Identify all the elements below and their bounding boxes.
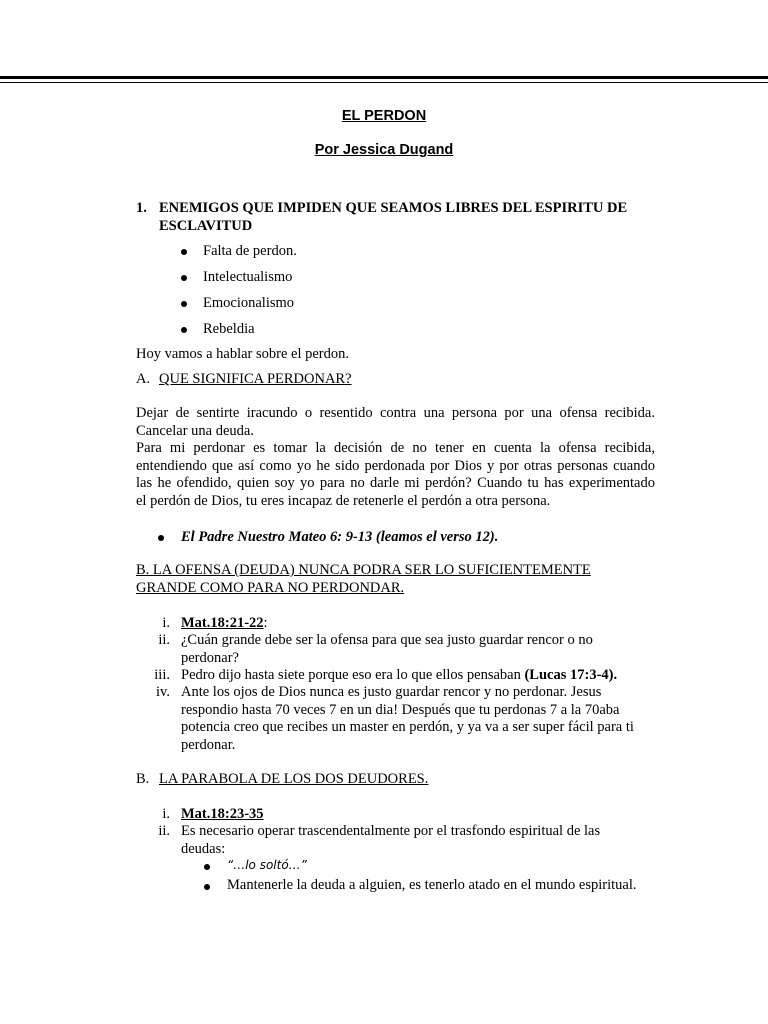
section1-number: 1.: [136, 200, 147, 216]
bullet-icon: [181, 301, 187, 307]
colon: :: [263, 615, 268, 631]
para-line: Dejar de sentirte iracundo o resentido contra una persona por una ofensa recibida.: [136, 405, 655, 421]
para-line: las he ofendido, quien soy yo para no darle mi perdón? Cuando tu has experimentado: [136, 475, 655, 491]
bullet-icon: [158, 535, 164, 541]
scripture-reference: Mat.18:23-35: [181, 806, 264, 822]
item-line: perdonar.: [181, 736, 236, 753]
item-line: respondio hasta 70 veces 7 en un dia! Después que tu perdonas 7 a la 70aba: [181, 701, 620, 718]
list-item: [181, 684, 661, 754]
list-item: Falta de perdon.: [203, 243, 297, 259]
bullet-icon: [204, 864, 210, 870]
list-item: Mantenerle la deuda a alguien, es tenerlo atado en el mundo espiritual.: [227, 877, 637, 893]
scripture-reference: Mat.18:21-22: [181, 615, 264, 631]
sectionB2-letter: B.: [136, 771, 150, 787]
roman-numeral: i.: [162, 615, 170, 631]
roman-numeral: ii.: [158, 823, 170, 839]
list-item: [181, 823, 661, 858]
roman-numeral: ii.: [158, 632, 170, 648]
roman-numeral: iii.: [154, 667, 170, 683]
sectionB-heading-line2: GRANDE COMO PARA NO PERDONDAR.: [136, 579, 405, 596]
scripture-reference: El Padre Nuestro Mateo 6: 9-13 (leamos el verso 12).: [181, 529, 499, 545]
item-line: deudas:: [181, 840, 226, 857]
bullet-icon: [181, 249, 187, 255]
item-line: potencia creo que recibes un master en perdón, y ya va a ser super fácil para ti: [181, 719, 634, 735]
sectionB-heading-line1: B. LA OFENSA (DEUDA) NUNCA PODRA SER LO SUFICIENTEMENTE: [136, 562, 591, 578]
item-line: Ante los ojos de Dios nunca es justo guardar rencor y no perdonar. Jesus: [181, 684, 602, 700]
roman-numeral: i.: [162, 806, 170, 822]
intro-text: Hoy vamos a hablar sobre el perdon.: [136, 346, 350, 362]
section1-heading-line1: ENEMIGOS QUE IMPIDEN QUE SEAMOS LIBRES DEL ESPIRITU DE: [159, 200, 628, 216]
para-line: el perdón de Dios, tu eres incapaz de retenerle el perdón a otra persona.: [136, 492, 551, 509]
top-rule-thin: [0, 82, 768, 83]
sectionA-heading: QUE SIGNIFICA PERDONAR?: [159, 371, 352, 387]
bullet-icon: [181, 327, 187, 333]
sectionA-letter: A.: [136, 371, 151, 387]
para-line: entendiendo que así como yo he sido perdonada por Dios y por otras personas cuando: [136, 457, 655, 474]
roman-numeral: iv.: [156, 684, 170, 700]
document-author: Por Jessica Dugand: [314, 142, 454, 158]
item-text: Pedro dijo hasta siete porque eso era lo que ellos pensaban: [181, 667, 525, 683]
section1-heading: [159, 200, 659, 235]
sectionB2-heading: LA PARABOLA DE LOS DOS DEUDORES.: [159, 771, 429, 787]
list-item: [181, 667, 617, 684]
list-item: Emocionalismo: [203, 295, 295, 311]
para-line: Cancelar una deuda.: [136, 422, 254, 439]
bullet-icon: [181, 275, 187, 281]
list-item: [181, 632, 661, 667]
section1-heading-line2: ESCLAVITUD: [159, 217, 253, 234]
item-line: ¿Cuán grande debe ser la ofensa para que sea justo guardar rencor o no: [181, 632, 593, 648]
bullet-icon: [204, 884, 210, 890]
list-item: Intelectualismo: [203, 269, 293, 285]
sectionB-heading: [136, 562, 591, 597]
document-title: EL PERDON: [341, 108, 427, 124]
scripture-reference: (Lucas 17:3-4).: [524, 667, 618, 683]
sectionA-paragraph: [136, 405, 655, 510]
list-item: [181, 615, 268, 632]
para-line: Para mi perdonar es tomar la decisión de no tener en cuenta la ofensa recibida,: [136, 440, 655, 456]
list-item: Rebeldia: [203, 321, 255, 337]
top-rule-thick: [0, 76, 768, 79]
quote-text: “…lo soltó…”: [227, 858, 307, 872]
item-line: Es necesario operar trascendentalmente por el trasfondo espiritual de las: [181, 823, 601, 839]
item-line: perdonar?: [181, 649, 239, 666]
